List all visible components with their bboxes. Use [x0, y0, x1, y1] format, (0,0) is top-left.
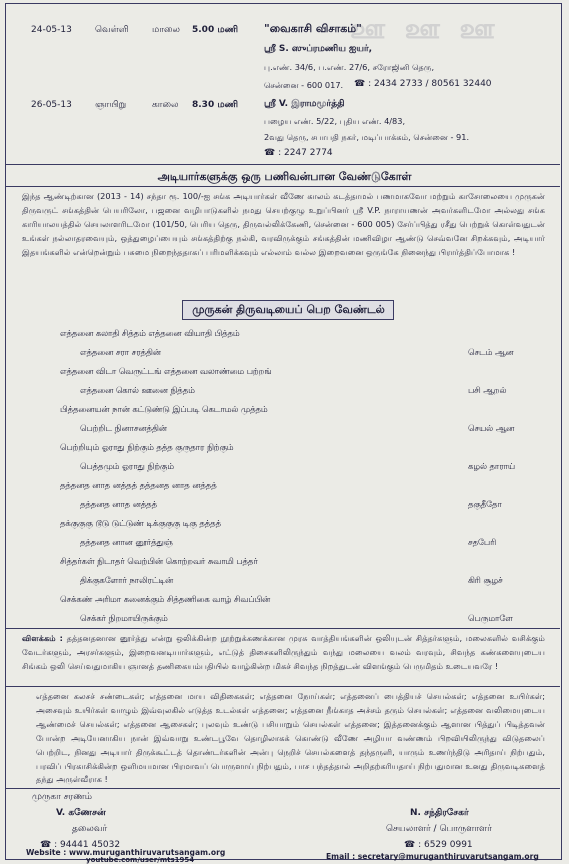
- salutation: முருகா சரணம்: [32, 792, 92, 802]
- schedule-2-time-of-day: காலை: [152, 100, 179, 110]
- schedule-1-address-line-2: சென்னை - 600 017.: [264, 80, 344, 90]
- schedule-2-time: 8.30 மணி: [192, 100, 238, 110]
- youtube-link[interactable]: youtube.com/user/mts1954: [86, 856, 195, 864]
- divider: [6, 788, 560, 789]
- request-body: [22, 190, 545, 260]
- poem-line: எத்தனை விடா வெருட்டங் எத்தனை வலாண்மை பற்றங்: [60, 366, 272, 376]
- secretary-title: செயலாளர் / பொருளாளர்: [386, 824, 492, 834]
- schedule-1-phone-number: 2434 2733 / 80561 32440: [373, 79, 492, 89]
- schedule-1-day: வெள்ளி: [95, 25, 129, 35]
- divider: [6, 628, 560, 629]
- president-name: V. கணேசன்: [56, 808, 106, 818]
- divider: [6, 686, 560, 687]
- poem-line: பெற்றியும் ஓராது நிற்கும் தத்த குருதார நிற்கும்: [60, 442, 234, 452]
- schedule-2-phone: ☎ : 2247 2774: [264, 148, 333, 158]
- schedule-2-address-line-2: 2வது தெரு, சபாபதி நகர், மடிப்பாக்கம், சென்னை - 91.: [264, 132, 470, 142]
- poem-line-ending: கிரி சூழச்: [468, 575, 503, 585]
- poem-line-ending: பெருமாளே: [468, 613, 513, 623]
- phone-icon: ☎: [264, 148, 276, 158]
- schedule-1-sponsor: ஸ்ரீ S. ஸுப்ரமணிய ஐயர்,: [264, 44, 373, 54]
- explanation-label: விளக்கம் :: [22, 633, 63, 643]
- background-watermark: ஊ ஊ ஊ: [350, 12, 495, 45]
- poem-line-ending: கழல் தாராய்: [468, 461, 515, 471]
- secretary-phone-number: 6529 0991: [423, 840, 473, 850]
- poem-line: பெத்தமும் ஓராது நிற்கும்: [80, 461, 174, 471]
- president-title: தலைவர்: [72, 824, 108, 834]
- poem-line: பித்தனையன் நான் கட்டுண்டு இப்படி கெடாமல் முத்தம்: [60, 404, 268, 414]
- poem-line-ending: செயல் ஆன: [468, 423, 515, 433]
- poem-heading: முருகன் திருவடியைப் பெற வேண்டல்: [192, 303, 385, 316]
- poem-line: தத்தனத னான னூர்த்துஞ்: [80, 537, 173, 547]
- secretary-phone: ☎ : 6529 0991: [404, 840, 473, 850]
- divider: [6, 186, 560, 187]
- schedule-2-day: ஞாயிறு: [95, 100, 127, 110]
- poem-line: திக்குகளோர் நாலிரட்டின்: [80, 575, 174, 585]
- poem-line: தத்தனத னாத னத்தத்: [80, 499, 157, 509]
- request-body-text: இந்த ஆண்டிற்கான (2013 - 14) சந்தா ரூ. 100/-ஐ சங்க அடியார்கள் வீணே காலம் கடத்தாமல் பணமாகவோ மற்றும் காசோலையை முருகன் திருவருட் சங்கத்தின் பெயரிலோ, பஜனை வழிபாடுகளில் நமது செயற்குழு உறுப்பினர் ஸ்ரீ V.P. நாராயணன் அவர்களிடமோ அல்லது சங்க காரியாலயத்தில் செயலாளரிடமோ (101/50, பெரிய தெரு, திருவல்லிக்கேணி, சென்னை - 600 005) சேர்ப்பித்து ரசீது பெற்றுக் கொள்வதுடன் உங்கள் நல்லாதரவையும், ஒத்துழைப்பையும் சங்கத்திற்கு நல்கி, வரவிருக்கும் சங்கத்தின் மணிவிழா ஆண்டு செவ்வனே சிறக்கவும், அடியார் இதயங்களில் என்றென்றும் பசுமை நிறைந்ததாகப் பரிமளிக்கவும் எல்லாம் வல்ல இறைவனை ஒருங்கே நினைந்து பிரார்த்திப்போமாக !: [22, 191, 545, 257]
- phone-icon: ☎: [354, 79, 366, 89]
- schedule-1-time: 5.00 மணி: [192, 25, 238, 35]
- president-phone: ☎ : 94441 45032: [40, 840, 121, 850]
- poem-line: பெற்றிட நினாசனத்தின்: [80, 423, 167, 433]
- poem-line: தத்தனத னாத னத்தத் தத்தனத னாத னத்தத்: [60, 480, 217, 490]
- poem-line: செக்கண் அரிமா கனைக்கும் சித்தணிகை வாழ் சிவப்பின்: [60, 594, 271, 604]
- phone-icon: ☎: [40, 840, 52, 850]
- explanation-text: தத்தனதனான னூர்த்து என்று ஒலிக்கின்ற நூற்றுக்கணக்கான முரசு வாத்தியங்களின் ஒலியுடன் சித்தர்களும், மலைகளில் வசிக்கும் வேடர்களும், அரசர்களும், இறைவனடியார்களும், எட்டுத் திசைகளிலிருந்தும் வந்து மலையை வலம் வரவும், சிவந்த கண்களையுடைய சிங்கம் ஒலி செய்வதுமாகிய ஞானத் தணிகையம்பதியில் வாழ்கின்ற மிகச் சிவந்த நிறத்துடன் விளங்கும் பெருமிதம் உடையவரே !: [22, 633, 546, 671]
- schedule-1-address-line-1: பு.எண். 34/6, ப.எண். 27/6, சரோஜினி தெரு,: [264, 62, 435, 72]
- explanation: [22, 632, 545, 674]
- poem-line: எத்தனை கலாதி சித்தம் எத்தனை வியாதி பித்தம்: [60, 328, 240, 338]
- prayer: [36, 690, 545, 787]
- email: [326, 852, 539, 861]
- request-heading: அடியார்களுக்கு ஒரு பணிவன்பான வேண்டுகோள்: [157, 170, 412, 183]
- schedule-1-event: "வைகாசி விசாகம்": [264, 22, 362, 35]
- phone-icon: ☎: [404, 840, 416, 850]
- schedule-1-phone: ☎ : 2434 2733 / 80561 32440: [354, 79, 492, 89]
- website-label: Website :: [26, 848, 67, 857]
- poem-line: சித்தர்கள் நிடாதர் வெற்பின் கொற்றவர் சுவாமி பத்தர்: [60, 556, 258, 566]
- schedule-1-date: 24-05-13: [31, 25, 72, 35]
- poem-line-ending: தகுதீதோ: [468, 499, 502, 509]
- poem-line-ending: சதபேரி: [468, 537, 497, 547]
- divider: [6, 164, 560, 165]
- email-link[interactable]: secretary@muruganthiruvarutsangam.org: [357, 852, 539, 861]
- schedule-2-phone-number: 2247 2774: [283, 148, 333, 158]
- schedule-1-time-of-day: மாலை: [152, 25, 180, 35]
- secretary-name: N. சந்திரசேகர்: [410, 808, 469, 818]
- schedule-2-address-line-1: பழைய எண். 5/22, புதிய எண். 4/83,: [264, 116, 406, 126]
- prayer-text: எத்தனை கலசச் சண்டைகள்; எத்தனை மாய விதிகைகள்; எத்தனை நோய்கள்; எத்தனைப் பைத்தியச் செயல்கள்; எத்தனை உயிர்கள்; அசைவும் உயிர்கள் வாழும் இவ்வுலகில் எடுத்த உடல்கள் எத்தனை; எத்தனை நீங்காத அச்சம் தரும் செயல்கள்; எத்தனை வலிமையுடைய ஆண்மைச் செயல்கள்; எத்தனை ஆசைகள்; புலவும் உண்டு பசியாறும் செயல்கள் எத்தனை; இத்தனைக்கும் ஆளான பித்துப் பிடித்தவன் போன்ற அடியேனாகிய நான் இவ்வாறு உண்டபூவே தொழிலாகக் கொண்டு வீணே அழியா வண்ணம் பிறவியிலிருந்து விடுதலைப் பெற்றிட, நினது அடியார் திருக்கூட்டத் தொண்டர்களின் அன்பு நெறிச் செயல்களைத் தந்தருளி, யாரும் உணர்ந்திடு அரிதாய் நிற்பதும், பரவிப் பிரகாசிக்கின்ற ஒளிமயமான பிரமாவப் பொருளாய் நிற்பதும், பாச பந்தத்தால் அறிதற்கரியதாய் நிற்பதுமான உனது திருவடிகளைத் தந்து அருள்வீராக !: [36, 691, 545, 785]
- email-label: Email :: [326, 852, 356, 861]
- poem-line: எத்தனை சரா சரத்தின்: [80, 347, 161, 357]
- poem-line: எத்தனை கொல் ஊனை நித்தம்: [80, 385, 195, 395]
- schedule-2-date: 26-05-13: [31, 100, 72, 110]
- poem-line-ending: செடம் ஆன: [468, 347, 514, 357]
- schedule-2-sponsor: ஸ்ரீ V. இராமமூர்த்தி: [264, 99, 345, 109]
- website-link[interactable]: www.muruganthiruvarutsangam.org: [68, 848, 226, 857]
- poem-line-ending: பசி ஆறல்: [468, 385, 507, 395]
- poem-line: செக்கர் நிறமாயிருக்கும்: [80, 613, 168, 623]
- president-phone-number: 94441 45032: [59, 840, 121, 850]
- poem-line: தக்குகுகு டூடு டுட்டுண் டிக்குகுகு டிகு தத்தத்: [60, 518, 221, 528]
